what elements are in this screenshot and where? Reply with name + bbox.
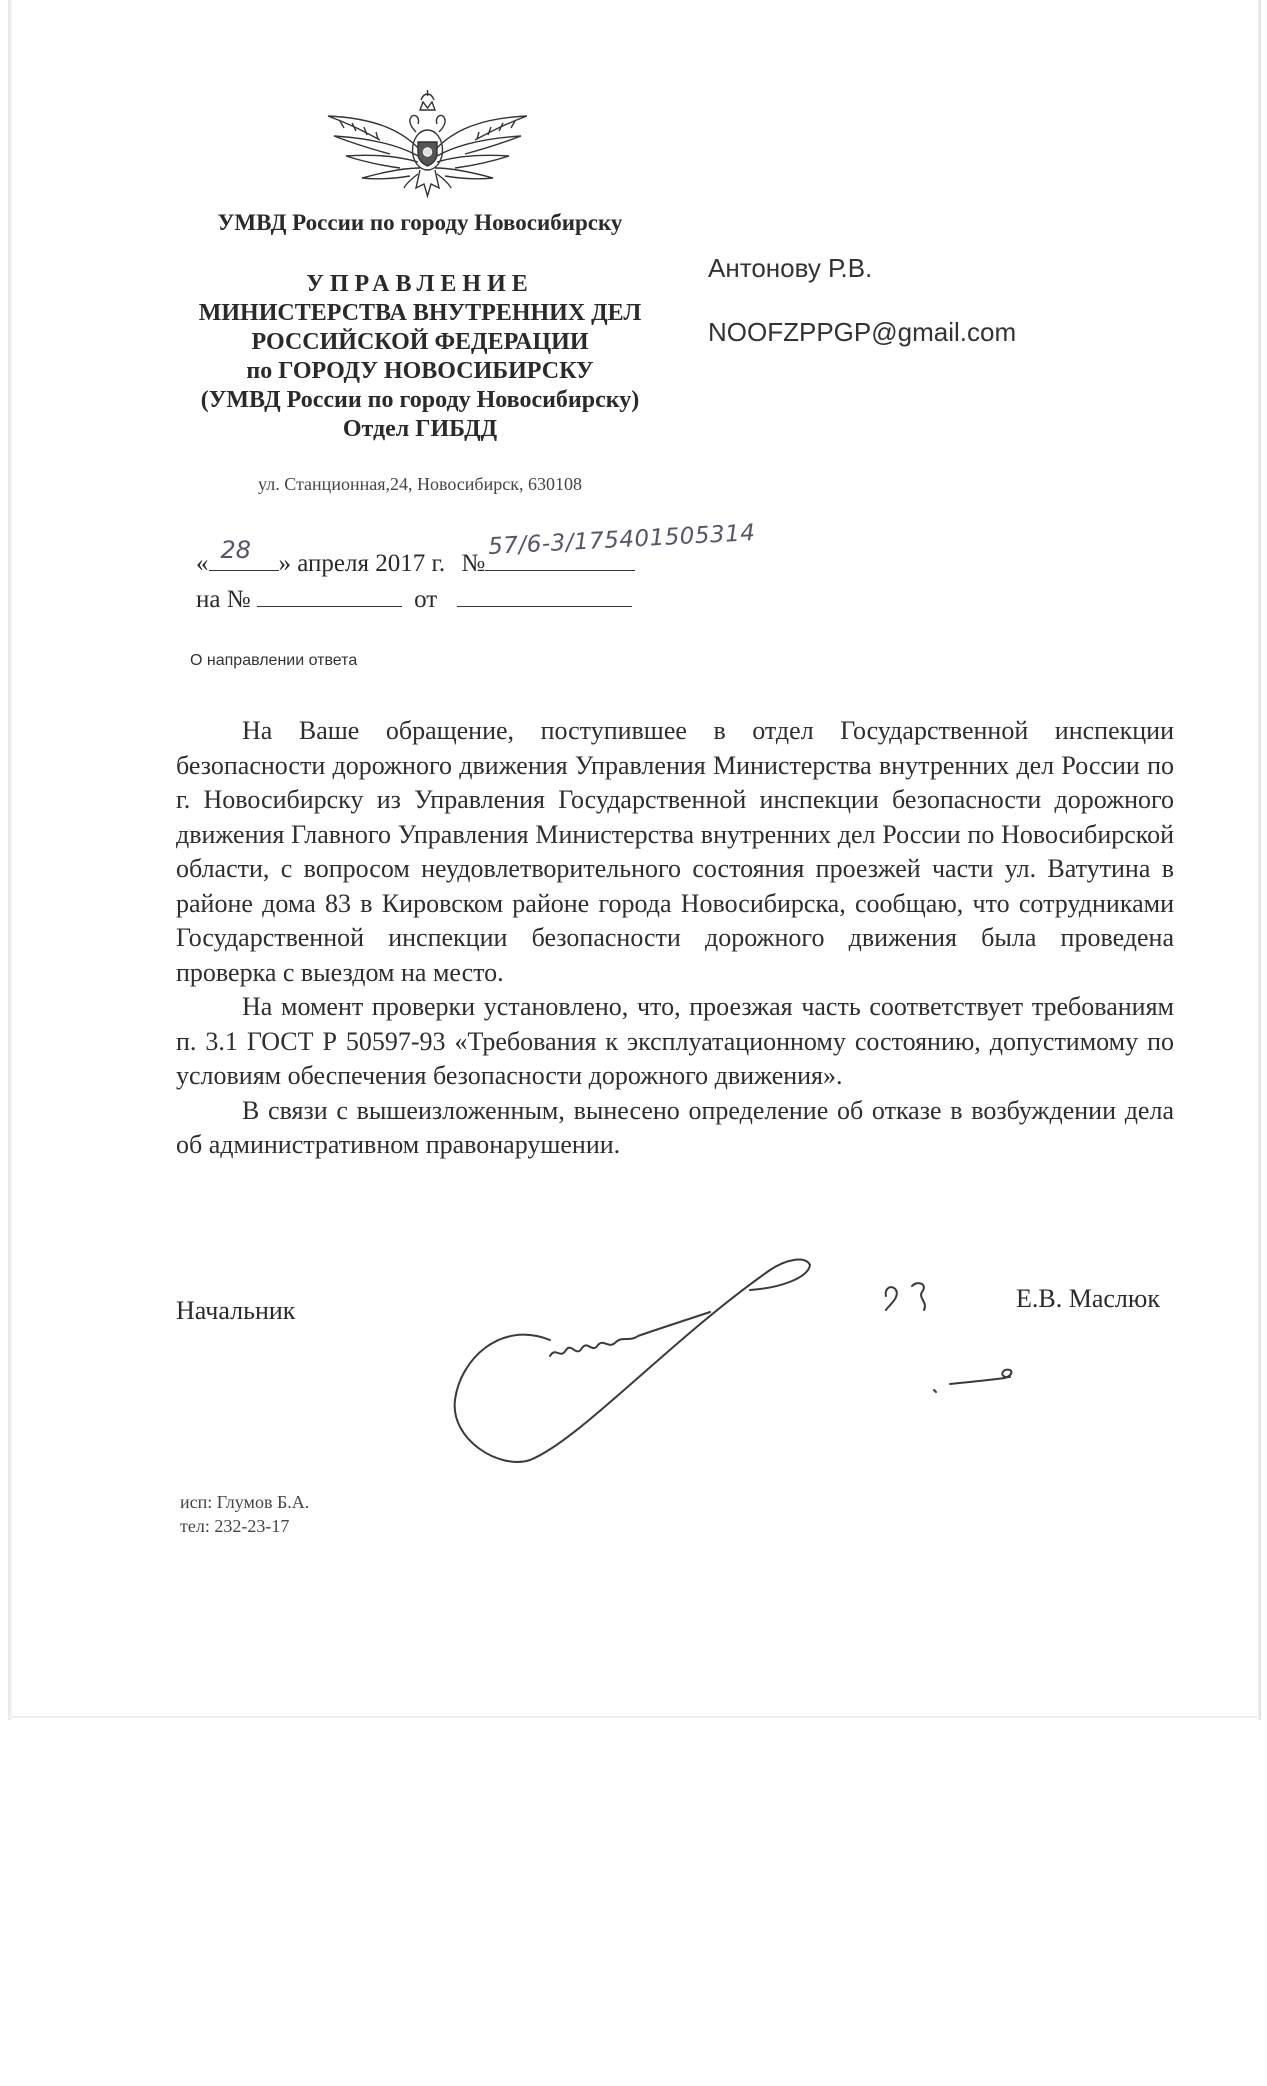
scan-bottom-edge [8,1716,1261,1718]
addressee-block [708,252,1016,348]
handwritten-number: 57/6-3/175401505314 [487,520,757,560]
letterhead-line: РОССИЙСКОЙ ФЕДЕРАЦИИ [251,329,589,355]
letterhead-line: Отдел ГИБДД [342,416,498,442]
agency-address: ул. Станционная,24, Новосибирск, 630108 [258,474,582,494]
body-paragraph: На Ваше обращение, поступившее в отдел Государственной инспекции безопасности дорожного движения Управления Министерства внутренних дел России по г. Новосибирску из Управления Государственной инспекции безопасности дорожного движения Главного Управления Министерства внутренних дел России по Новосибирской области, с вопросом неудовлетворительного состояния проезжей части ул. Ватутина в районе дома 83 в Кировском районе города Новосибирска, сообщаю, что сотрудниками Государственной инспекции безопасности дорожного движения была проведена проверка с выездом на место. [176,716,1174,987]
subject-line: О направлении ответа [190,652,358,669]
agency-short-name: УМВД России по городу Новосибирску [217,210,623,235]
executor-phone: тел: 232-23-17 [180,1516,290,1536]
number-field [485,520,757,571]
handwritten-day: 28 [220,536,252,564]
eagle-emblem-icon [320,88,535,208]
signer-name: Е.В. Маслюк [1016,1284,1160,1313]
ref-from-label: от [414,586,438,613]
signer-title: Начальник [176,1296,296,1325]
ref-number-field [257,586,402,607]
open-quote: « [196,550,209,577]
document-date-line [196,520,757,578]
letterhead-line: МИНИСТЕРСТВА ВНУТРЕННИХ ДЕЛ [198,300,642,326]
executor-block [180,1490,309,1538]
handwritten-signature [440,1250,1040,1480]
ref-date-field [457,586,632,607]
scan-edge-right [1258,0,1261,1720]
addressee-email: NOOFZPPGP@gmail.com [708,317,1017,347]
letter-body [176,714,1174,1163]
scan-edge-left [8,0,12,1720]
letterhead-block [150,270,690,444]
number-label: № [461,550,486,577]
executor-name: исп: Глумов Б.А. [180,1492,310,1512]
letterhead-line: по ГОРОДУ НОВОСИБИРСКУ [246,358,594,384]
reference-line [196,586,632,614]
addressee-name: Антонову Р.В. [708,253,873,283]
letterhead-line: (УМВД России по городу Новосибирску) [200,387,640,413]
letterhead-line: УПРАВЛЕНИЕ [306,271,534,297]
body-paragraph: На момент проверки установлено, что, проезжая часть соответствует требованиям п. 3.1 ГОСТ Р 50597-93 «Требования к эксплуатационному состоянию, допустимому по условиям обеспечения безопасности дорожного движения». [176,992,1174,1090]
ref-prefix: на № [196,586,251,613]
body-paragraph: В связи с вышеизложенным, вынесено определение об отказе в возбуждении дела об административном правонарушении. [176,1095,1174,1159]
month-year: » апреля 2017 г. [278,550,446,577]
day-field [209,536,279,571]
